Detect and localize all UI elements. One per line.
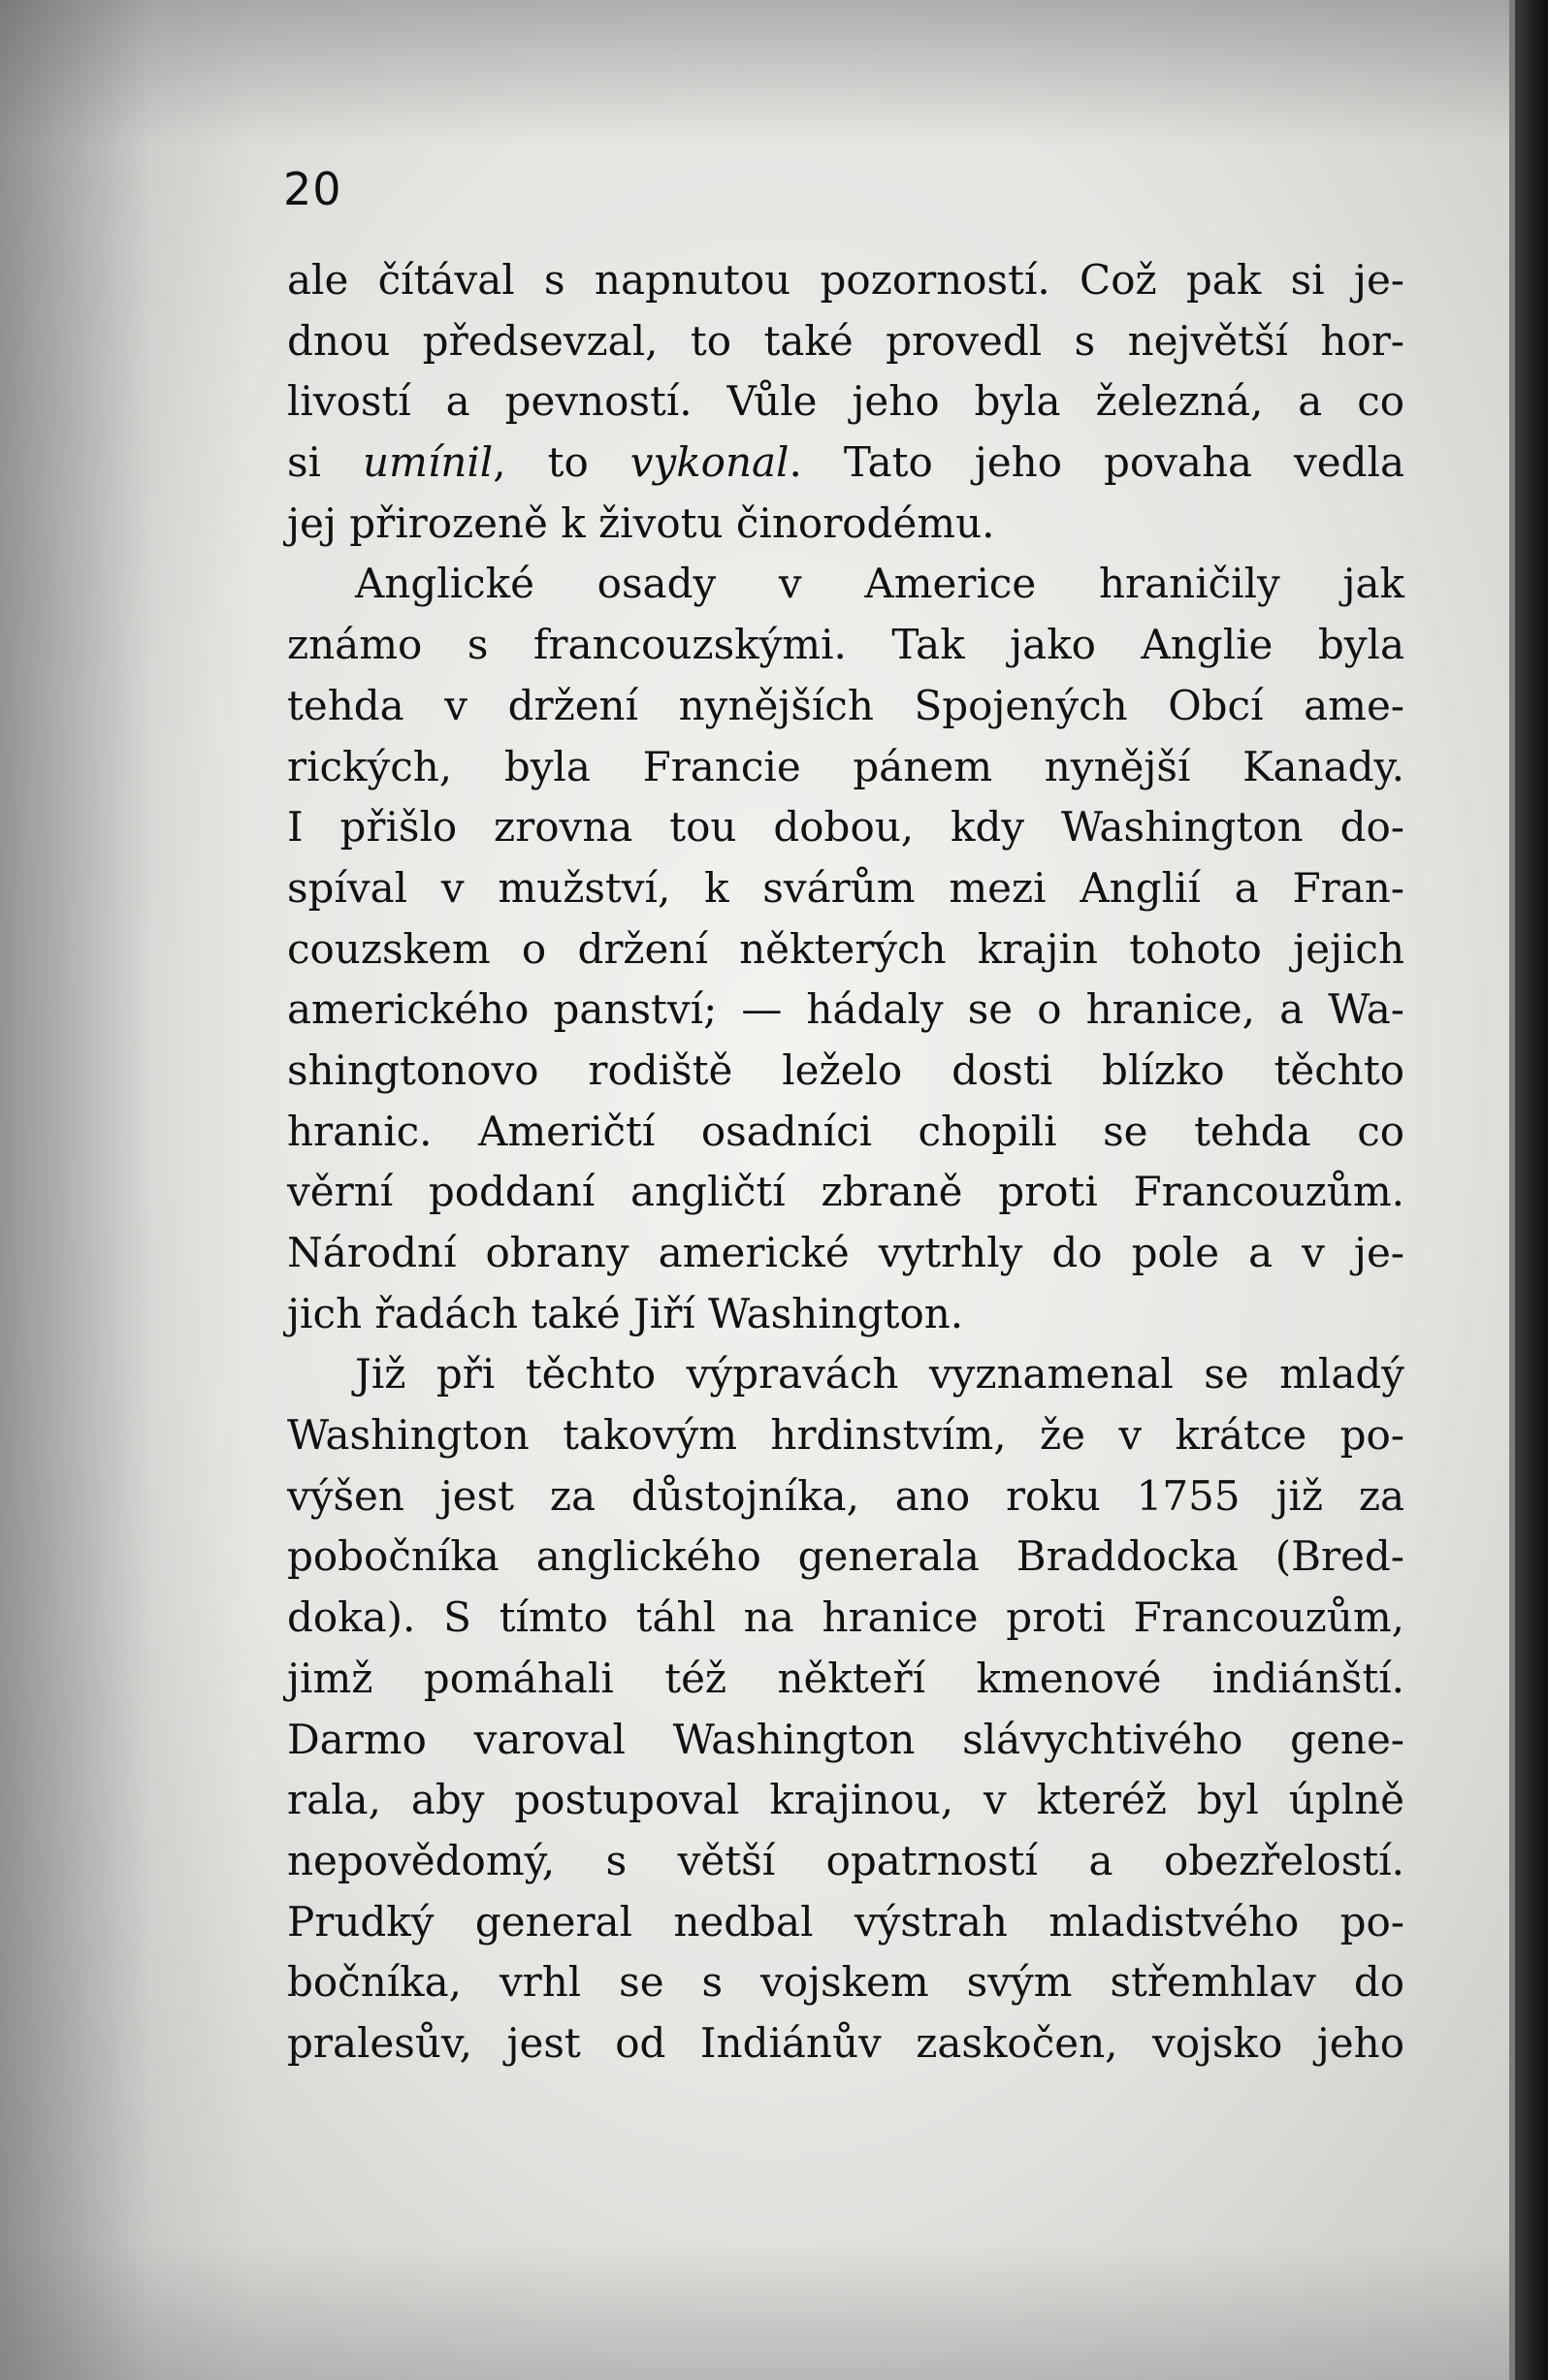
text-line: ale čítával s napnutou pozorností. Což pak si je- <box>287 256 1404 304</box>
text-line: doka). S tímto táhl na hranice proti Francouzům, <box>287 1593 1404 1642</box>
text-line: shingtonovo rodiště leželo dosti blízko těchto <box>287 1045 1404 1094</box>
text-line: rických, byla Francie pánem nynější Kanady. <box>287 742 1404 790</box>
text-line: Již při těchto výpravách vyznamenal se mladý <box>355 1350 1404 1399</box>
text-line: dnou předsevzal, to také provedl s největší hor- <box>287 316 1404 365</box>
text-line: Darmo varoval Washington slávychtivého gene- <box>287 1715 1404 1763</box>
text-line: věrní poddaní angličtí zbraně proti Francouzům. <box>287 1168 1404 1216</box>
text-line: Washington takovým hrdinstvím, že v krátce po- <box>287 1411 1404 1460</box>
book-edge <box>1515 0 1548 2380</box>
body-text <box>287 250 1404 2074</box>
text-line: Prudký general nedbal výstrah mladistvého po- <box>287 1897 1404 1946</box>
page-number: 20 <box>283 163 342 215</box>
text-line: amerického panství; — hádaly se o hranice, a Wa- <box>287 985 1404 1034</box>
text-line: tehda v držení nynějších Spojených Obcí ame- <box>287 681 1404 729</box>
text-line: jej přirozeně k životu činorodému. <box>287 499 995 547</box>
text-line: rala, aby postupoval krajinou, v kteréž byl úplně <box>287 1776 1404 1824</box>
text-line: známo s francouzskými. Tak jako Anglie byla <box>287 621 1404 669</box>
text-line: livostí a pevností. Vůle jeho byla železná, a co <box>287 377 1404 426</box>
scan-shadow-bottom <box>0 2244 1548 2380</box>
text-line: couzskem o držení některých krajin tohoto jejich <box>287 924 1404 973</box>
text-line: si umínil, to vykonal. Tato jeho povaha vedla <box>287 438 1404 487</box>
text-line: výšen jest za důstojníka, ano roku 1755 již za <box>287 1471 1404 1520</box>
text-line: Anglické osady v Americe hraničily jak <box>355 560 1404 608</box>
text-line: bočníka, vrhl se s vojskem svým střemhlav do <box>287 1958 1404 2007</box>
text-line: hranic. Američtí osadníci chopili se tehda co <box>287 1107 1404 1155</box>
text-line: jich řadách také Jiří Washington. <box>287 1289 964 1337</box>
text-line: pralesův, jest od Indiánův zaskočen, vojsko jeho <box>287 2018 1404 2067</box>
scan-shadow-left <box>0 0 252 2380</box>
text-line: Národní obrany americké vytrhly do pole a v je- <box>287 1229 1404 1276</box>
text-line: pobočníka anglického generala Braddocka (Bred- <box>287 1532 1404 1581</box>
text-line: I přišlo zrovna tou dobou, kdy Washington do- <box>287 803 1404 852</box>
text-line: jimž pomáhali též někteří kmenové indiánští. <box>287 1654 1404 1702</box>
text-line: nepovědomý, s větší opatrností a obezřelostí. <box>287 1836 1404 1884</box>
text-line: spíval v mužství, k svárům mezi Anglií a Fran- <box>287 863 1404 912</box>
